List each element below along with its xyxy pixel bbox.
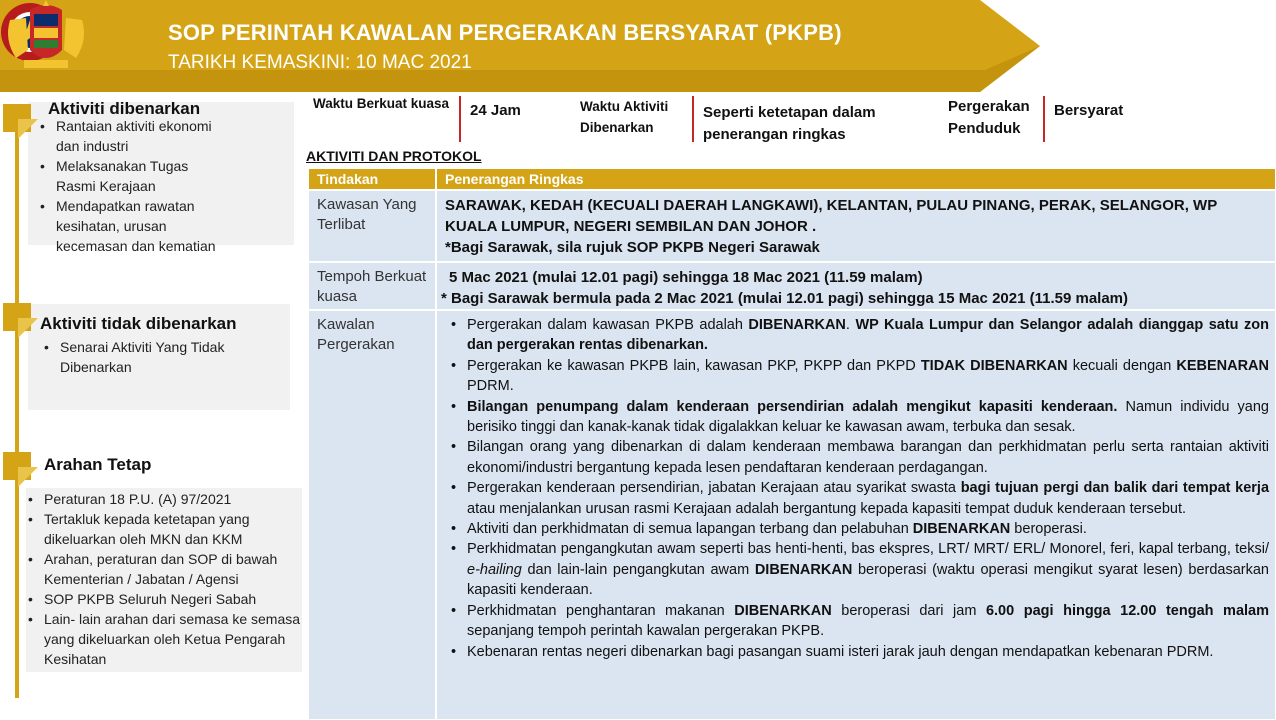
fixed-heading: Arahan Tetap [44,455,152,474]
protocol-table [309,169,1275,719]
header-penerangan: Penerangan Ringkas [445,171,584,187]
info-value-pergerakan: Bersyarat [1054,102,1124,119]
not-allowed-marker-icon [3,303,31,331]
list-item: • Kebenaran rentas negeri dibenarkan bagi pasangan suami isteri jarak jauh dengan mendapatkan kebenaran PDRM. [445,642,1269,662]
not-allowed-heading: Aktiviti tidak dibenarkan [40,314,237,333]
section-title: AKTIVITI DAN PROTOKOL [306,148,482,164]
fixed-list [26,489,302,669]
kawalan-list [445,315,1269,662]
page-title: SOP PERINTAH KAWALAN PERGERAKAN BERSYARAT (PKPB) [168,20,842,45]
list-item: • Lain- lain arahan dari semasa ke semasa yang dikeluarkan oleh Ketua Pengarah Kesihatan [26,609,302,669]
list-item: • Tertakluk kepada ketetapan yang dikeluarkan oleh MKN dan KKM [26,509,302,549]
info-label-waktu-berkuat: Waktu Berkuat kuasa [313,96,450,111]
row-label-tempoh: Tempoh Berkuat kuasa [309,263,437,309]
list-item: • SOP PKPB Seluruh Negeri Sabah [26,589,302,609]
row-content-kawasan [437,191,1275,261]
allowed-heading: Aktiviti dibenarkan [48,99,201,118]
header-tindakan: Tindakan [309,169,437,189]
list-item: • Melaksanakan Tugas Rasmi Kerajaan [38,156,224,196]
list-item: • Senarai Aktiviti Yang Tidak Dibenarkan [42,337,262,377]
list-item: • Pergerakan dalam kawasan PKPB adalah DIBENARKAN. WP Kuala Lumpur dan Selangor adalah dianggap satu zon dan pergerakan rentas dibenarkan. [445,315,1269,356]
header-banner [0,0,1040,92]
list-item: • Perkhidmatan pengangkutan awam seperti bas henti-henti, bas ekspres, LRT/ MRT/ ERL/ Monorel, feri, kapal terbang, teksi/ e-hailing dan lain-lain pengangkutan awam DIBENARKAN beroperasi (waktu operasi mengikut syarat lesen) berdasarkan kapasiti kenderaan. [445,539,1269,600]
info-separator [1043,96,1045,142]
info-label-pergerakan: Pergerakan Penduduk [948,98,1030,137]
info-separator [692,96,694,142]
info-value-waktu-aktiviti: Seperti ketetapan dalam penerangan ringkas [703,104,876,143]
list-item: • Perkhidmatan penghantaran makanan DIBENARKAN beroperasi dari jam 6.00 pagi hingga 12.00 tengah malam sepanjang tempoh perintah kawalan pergerakan PKPB. [445,601,1269,642]
info-value-waktu-berkuat: 24 Jam [470,102,521,119]
table-row [309,309,1275,719]
header-background [0,0,1040,92]
allowed-list [38,116,224,256]
update-date: TARIKH KEMASKINI: 10 MAC 2021 [168,52,472,73]
row-label-kawasan: Kawasan Yang Terlibat [309,191,437,261]
kawasan-text: SARAWAK, KEDAH (KECUALI DAERAH LANGKAWI), KELANTAN, PULAU PINANG, PERAK, SELANGOR, WP KUALA LUMPUR, NEGERI SEMBILAN DAN JOHOR . [445,197,1217,235]
tempoh-line2: * Bagi Sarawak bermula pada 2 Mac 2021 (mulai 12.01 pagi) sehingga 15 Mac 2021 (11.59 malam) [441,290,1128,307]
info-separator [459,96,461,142]
coat-of-arms-icon [0,0,92,72]
table-row [309,189,1275,261]
list-item: • Rantaian aktiviti ekonomi dan industri [38,116,224,156]
not-allowed-list [42,337,262,377]
list-item: • Pergerakan ke kawasan PKPB lain, kawasan PKP, PKPP dan PKPD TIDAK DIBENARKAN kecuali dengan KEBENARAN PDRM. [445,356,1269,397]
fixed-marker-icon [3,452,31,480]
allowed-marker-icon [3,104,31,132]
list-item: • Mendapatkan rawatan kesihatan, urusan kecemasan dan kematian [38,196,224,256]
row-label-kawalan: Kawalan Pergerakan [309,311,437,719]
row-content-tempoh [437,263,1275,309]
list-item: • Bilangan penumpang dalam kenderaan persendirian adalah mengikut kapasiti kenderaan. Namun individu yang berisiko tinggi dan kanak-kanak tidak digalakkan keluar ke kawasan awam, terbuka dan sesak. [445,397,1269,438]
timeline-line [15,116,19,698]
list-item: • Bilangan orang yang dibenarkan di dalam kenderaan membawa barangan dan perkhidmatan perlu serta rantaian aktiviti ekonomi/industri bergantung kepada lesen pendaftaran kenderaan perdagangan. [445,437,1269,478]
list-item: • Arahan, peraturan dan SOP di bawah Kementerian / Jabatan / Agensi [26,549,302,589]
table-row [309,261,1275,309]
table-header [309,169,1275,189]
list-item: • Aktiviti dan perkhidmatan di semua lapangan terbang dan pelabuhan DIBENARKAN beroperasi. [445,519,1269,539]
kawasan-note: *Bagi Sarawak, sila rujuk SOP PKPB Negeri Sarawak [445,239,820,256]
row-content-kawalan [437,311,1275,719]
tempoh-line1: 5 Mac 2021 (mulai 12.01 pagi) sehingga 18 Mac 2021 (11.59 malam) [449,269,923,286]
list-item: • Pergerakan kenderaan persendirian, jabatan Kerajaan atau syarikat swasta bagi tujuan pergi dan balik dari tempat kerja atau menjalankan urusan rasmi Kerajaan adalah bergantung kepada kapasiti tempat duduk kenderaan tersebut. [445,478,1269,519]
info-label-waktu-aktiviti: Waktu Aktiviti Dibenarkan [580,99,669,135]
list-item: • Peraturan 18 P.U. (A) 97/2021 [26,489,302,509]
